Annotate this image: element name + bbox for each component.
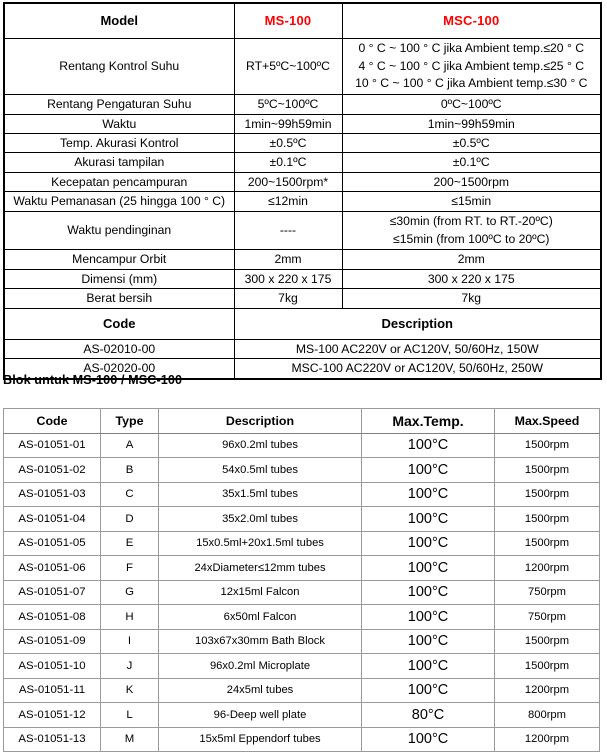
order-row (4, 339, 601, 358)
spec-header-msc100: MSC-100 (342, 3, 601, 39)
block-row-max-speed: 750rpm (495, 580, 600, 605)
block-row-description: 6x50ml Falcon (159, 605, 362, 630)
block-row-code: AS-01051-04 (4, 507, 101, 532)
spec-row-label: Rentang Pengaturan Suhu (4, 95, 234, 114)
block-row-max-speed: 1500rpm (495, 654, 600, 679)
block-row-type: L (101, 703, 159, 728)
spec-row-msc100-value: 300 x 220 x 175 (342, 269, 601, 288)
blocks-header-max-speed: Max.Speed (495, 409, 600, 434)
order-header-description: Description (234, 308, 601, 339)
spec-row-msc100-value: ≤30min (from RT. to RT.-20ºC) ≤15min (from 100ºC to 20ºC) (342, 211, 601, 249)
block-row-description: 35x1.5ml tubes (159, 482, 362, 507)
block-row-description: 96x0.2ml Microplate (159, 654, 362, 679)
blocks-table (3, 408, 600, 752)
table-row (4, 507, 600, 532)
block-row-type: M (101, 727, 159, 752)
block-row-max-temp: 100°C (362, 727, 495, 752)
block-row-description: 15x0.5ml+20x1.5ml tubes (159, 531, 362, 556)
spec-row-ms100-value: ≤12min (234, 192, 342, 211)
spec-row-label: Kecepatan pencampuran (4, 172, 234, 191)
table-row (4, 580, 600, 605)
block-row-description: 12x15ml Falcon (159, 580, 362, 605)
spec-row (4, 153, 601, 172)
block-row-code: AS-01051-01 (4, 433, 101, 458)
block-row-code: AS-01051-07 (4, 580, 101, 605)
block-row-max-speed: 1200rpm (495, 727, 600, 752)
block-row-max-speed: 800rpm (495, 703, 600, 728)
block-row-max-speed: 1500rpm (495, 629, 600, 654)
spec-row (4, 192, 601, 211)
block-row-max-speed: 1200rpm (495, 678, 600, 703)
block-row-code: AS-01051-12 (4, 703, 101, 728)
block-row-description: 15x5ml Eppendorf tubes (159, 727, 362, 752)
block-row-description: 96-Deep well plate (159, 703, 362, 728)
spec-row-ms100-value: ---- (234, 211, 342, 249)
spec-row-ms100-value: 5ºC~100ºC (234, 95, 342, 114)
spec-row (4, 289, 601, 308)
block-row-max-temp: 100°C (362, 629, 495, 654)
specifications-body (4, 3, 601, 379)
block-row-max-temp: 100°C (362, 507, 495, 532)
blocks-header-type: Type (101, 409, 159, 434)
block-row-code: AS-01051-10 (4, 654, 101, 679)
table-row (4, 458, 600, 483)
spec-row-label: Temp. Akurasi Kontrol (4, 134, 234, 153)
spec-row-label: Mencampur Orbit (4, 250, 234, 269)
block-row-max-temp: 100°C (362, 580, 495, 605)
block-row-max-temp: 100°C (362, 556, 495, 581)
spec-row-label: Waktu (4, 114, 234, 133)
block-row-code: AS-01051-05 (4, 531, 101, 556)
spec-row-msc100-value: 200~1500rpm (342, 172, 601, 191)
spec-row-msc100-value: 0 ° C ~ 100 ° C jika Ambient temp.≤20 ° C 4 ° C ~ 100 ° C jika Ambient temp.≤25 ° C 10 ° C ~ 100 ° C jika Ambient temp.≤30 ° C (342, 39, 601, 95)
block-row-description: 96x0.2ml tubes (159, 433, 362, 458)
block-row-max-temp: 100°C (362, 605, 495, 630)
table-row (4, 654, 600, 679)
table-row (4, 678, 600, 703)
table-row (4, 531, 600, 556)
block-row-max-speed: 1500rpm (495, 458, 600, 483)
spec-row-msc100-value: 0ºC~100ºC (342, 95, 601, 114)
table-row (4, 727, 600, 752)
block-row-description: 24xDiameter≤12mm tubes (159, 556, 362, 581)
blocks-table-head (4, 409, 600, 434)
block-row-description: 54x0.5ml tubes (159, 458, 362, 483)
spec-row-label: Rentang Kontrol Suhu (4, 39, 234, 95)
table-row (4, 433, 600, 458)
spec-row-label: Berat bersih (4, 289, 234, 308)
order-row-code: AS-02020-00 (4, 359, 234, 379)
block-row-max-speed: 1500rpm (495, 531, 600, 556)
block-row-type: D (101, 507, 159, 532)
spec-row-msc100-value: ≤15min (342, 192, 601, 211)
spec-row-label: Waktu Pemanasan (25 hingga 100 ° C) (4, 192, 234, 211)
block-row-type: E (101, 531, 159, 556)
table-row (4, 605, 600, 630)
spec-row-msc100-value: ±0.1ºC (342, 153, 601, 172)
block-row-max-temp: 100°C (362, 482, 495, 507)
spec-row (4, 211, 601, 249)
order-row-description: MS-100 AC220V or AC120V, 50/60Hz, 150W (234, 339, 601, 358)
spec-row (4, 114, 601, 133)
spec-header-model: Model (4, 3, 234, 39)
spec-header-ms100: MS-100 (234, 3, 342, 39)
table-row (4, 556, 600, 581)
block-row-type: J (101, 654, 159, 679)
block-row-max-speed: 1500rpm (495, 433, 600, 458)
block-row-type: B (101, 458, 159, 483)
spec-row-msc100-value: 7kg (342, 289, 601, 308)
spec-row-msc100-value: ±0.5ºC (342, 134, 601, 153)
block-row-code: AS-01051-03 (4, 482, 101, 507)
table-row (4, 629, 600, 654)
spec-row-label: Akurasi tampilan (4, 153, 234, 172)
block-row-max-speed: 1200rpm (495, 556, 600, 581)
spec-row-ms100-value: ±0.5ºC (234, 134, 342, 153)
order-header-code: Code (4, 308, 234, 339)
spec-row-ms100-value: 200~1500rpm* (234, 172, 342, 191)
spec-header-row (4, 3, 601, 39)
block-row-max-temp: 100°C (362, 433, 495, 458)
block-row-code: AS-01051-13 (4, 727, 101, 752)
spec-row-msc100-value: 2mm (342, 250, 601, 269)
spec-row (4, 95, 601, 114)
spec-row-ms100-value: 2mm (234, 250, 342, 269)
block-row-type: C (101, 482, 159, 507)
block-row-max-temp: 100°C (362, 678, 495, 703)
spec-row-ms100-value: 300 x 220 x 175 (234, 269, 342, 288)
block-row-type: A (101, 433, 159, 458)
block-row-type: G (101, 580, 159, 605)
block-row-type: H (101, 605, 159, 630)
spec-row-ms100-value: 7kg (234, 289, 342, 308)
block-row-code: AS-01051-02 (4, 458, 101, 483)
block-row-description: 103x67x30mm Bath Block (159, 629, 362, 654)
blocks-header-max-temp: Max.Temp. (362, 409, 495, 434)
block-row-type: I (101, 629, 159, 654)
order-header-row (4, 308, 601, 339)
spec-row-msc100-value: 1min~99h59min (342, 114, 601, 133)
block-row-code: AS-01051-06 (4, 556, 101, 581)
spec-row-label: Waktu pendinginan (4, 211, 234, 249)
spec-row (4, 269, 601, 288)
specifications-table (3, 2, 602, 380)
block-row-max-temp: 80°C (362, 703, 495, 728)
table-row (4, 703, 600, 728)
block-row-type: K (101, 678, 159, 703)
spec-row (4, 39, 601, 95)
block-row-max-temp: 100°C (362, 654, 495, 679)
block-row-max-temp: 100°C (362, 458, 495, 483)
block-row-max-temp: 100°C (362, 531, 495, 556)
block-row-max-speed: 1500rpm (495, 482, 600, 507)
spec-row-ms100-value: RT+5ºC~100ºC (234, 39, 342, 95)
block-row-description: 35x2.0ml tubes (159, 507, 362, 532)
order-row-description: MSC-100 AC220V or AC120V, 50/60Hz, 250W (234, 359, 601, 379)
blocks-header-code: Code (4, 409, 101, 434)
block-row-max-speed: 1500rpm (495, 507, 600, 532)
block-row-code: AS-01051-11 (4, 678, 101, 703)
spec-row (4, 250, 601, 269)
block-row-type: F (101, 556, 159, 581)
table-row (4, 482, 600, 507)
section-heading: Blok untuk MS-100 / MSC-100 (3, 373, 183, 387)
order-row-code: AS-02010-00 (4, 339, 234, 358)
spec-row-label: Dimensi (mm) (4, 269, 234, 288)
block-row-code: AS-01051-09 (4, 629, 101, 654)
blocks-table-body (4, 433, 600, 752)
spec-row-ms100-value: ±0.1ºC (234, 153, 342, 172)
blocks-header-description: Description (159, 409, 362, 434)
spec-row (4, 134, 601, 153)
block-row-max-speed: 750rpm (495, 605, 600, 630)
spec-row-ms100-value: 1min~99h59min (234, 114, 342, 133)
spec-row (4, 172, 601, 191)
block-row-description: 24x5ml tubes (159, 678, 362, 703)
blocks-header-row (4, 409, 600, 434)
block-row-code: AS-01051-08 (4, 605, 101, 630)
